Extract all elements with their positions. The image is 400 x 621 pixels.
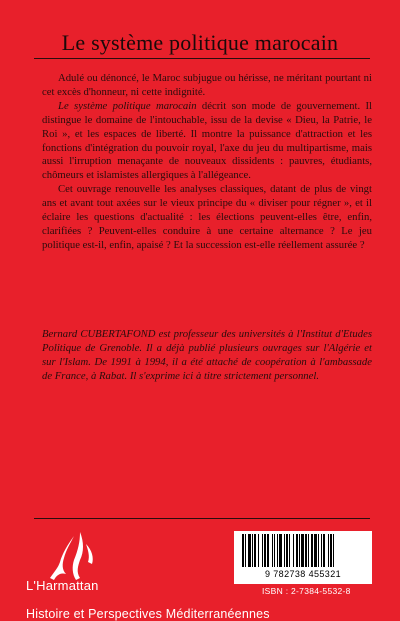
blurb-text-2: décrit son mode de gouvernement. Il distingue le domaine de l'intouchable, issu de la devise « Dieu, la Patrie, le Roi », et les espaces de liberté. Il montre la puissance d'attraction et les fonctions d'intégration du pouvoir royal, l'axe du jeu du multipartisme, mais aussi l'irruption menaçante de nouveaux dissidents : pauvres, étudiants, chômeurs et islamistes allergiques à l'allégeance. <box>42 99 372 182</box>
blurb-text-3: Cet ouvrage renouvelle les analyses classiques, datant de plus de vingt ans et avant tout axées sur le vieux principe du « diviser pour régner », et il éclaire les questions d'actualité : les élections peuvent-elles être, enfin, clarifiées ? Peuvent-elles conduire à une certaine alternance ? Le jeu politique est-il, enfin, apaisé ? Et la succession est-elle réellement assurée ? <box>42 183 372 251</box>
barcode-number: 9 782738 455321 <box>234 569 372 579</box>
book-title: Le système politique marocain <box>61 30 339 55</box>
blurb <box>42 72 372 253</box>
blurb-paragraph-2 <box>42 100 372 183</box>
publisher-logo-icon <box>40 528 136 608</box>
publisher-name: L'Harmattan <box>26 578 99 593</box>
blurb-paragraph-1 <box>42 72 372 100</box>
isbn: ISBN : 2-7384-5532-8 <box>262 586 351 596</box>
barcode-bars-icon <box>234 531 372 569</box>
blurb-paragraph-3 <box>42 183 372 253</box>
blurb-text-1: Adulé ou dénoncé, le Maroc subjugue ou hérisse, ne méritant pourtant ni cet excès d'honneur, ni cette indignité. <box>42 72 372 98</box>
blurb-title-italic: Le système politique marocain <box>58 99 197 112</box>
title-rule <box>34 58 370 59</box>
footer-rule <box>34 518 370 519</box>
series-name: Histoire et Perspectives Méditerranéennes <box>26 607 270 621</box>
author-bio: Bernard CUBERTAFOND est professeur des universités à l'Institut d'Etudes Politique de Grenoble. Il a déjà publié plusieurs ouvrages sur l'Algérie et sur l'Islam. De 1991 à 1994, il a été attaché de coopération à l'ambassade de France, à Rabat. Il s'exprime ici à titre strictement personnel. <box>42 328 372 382</box>
